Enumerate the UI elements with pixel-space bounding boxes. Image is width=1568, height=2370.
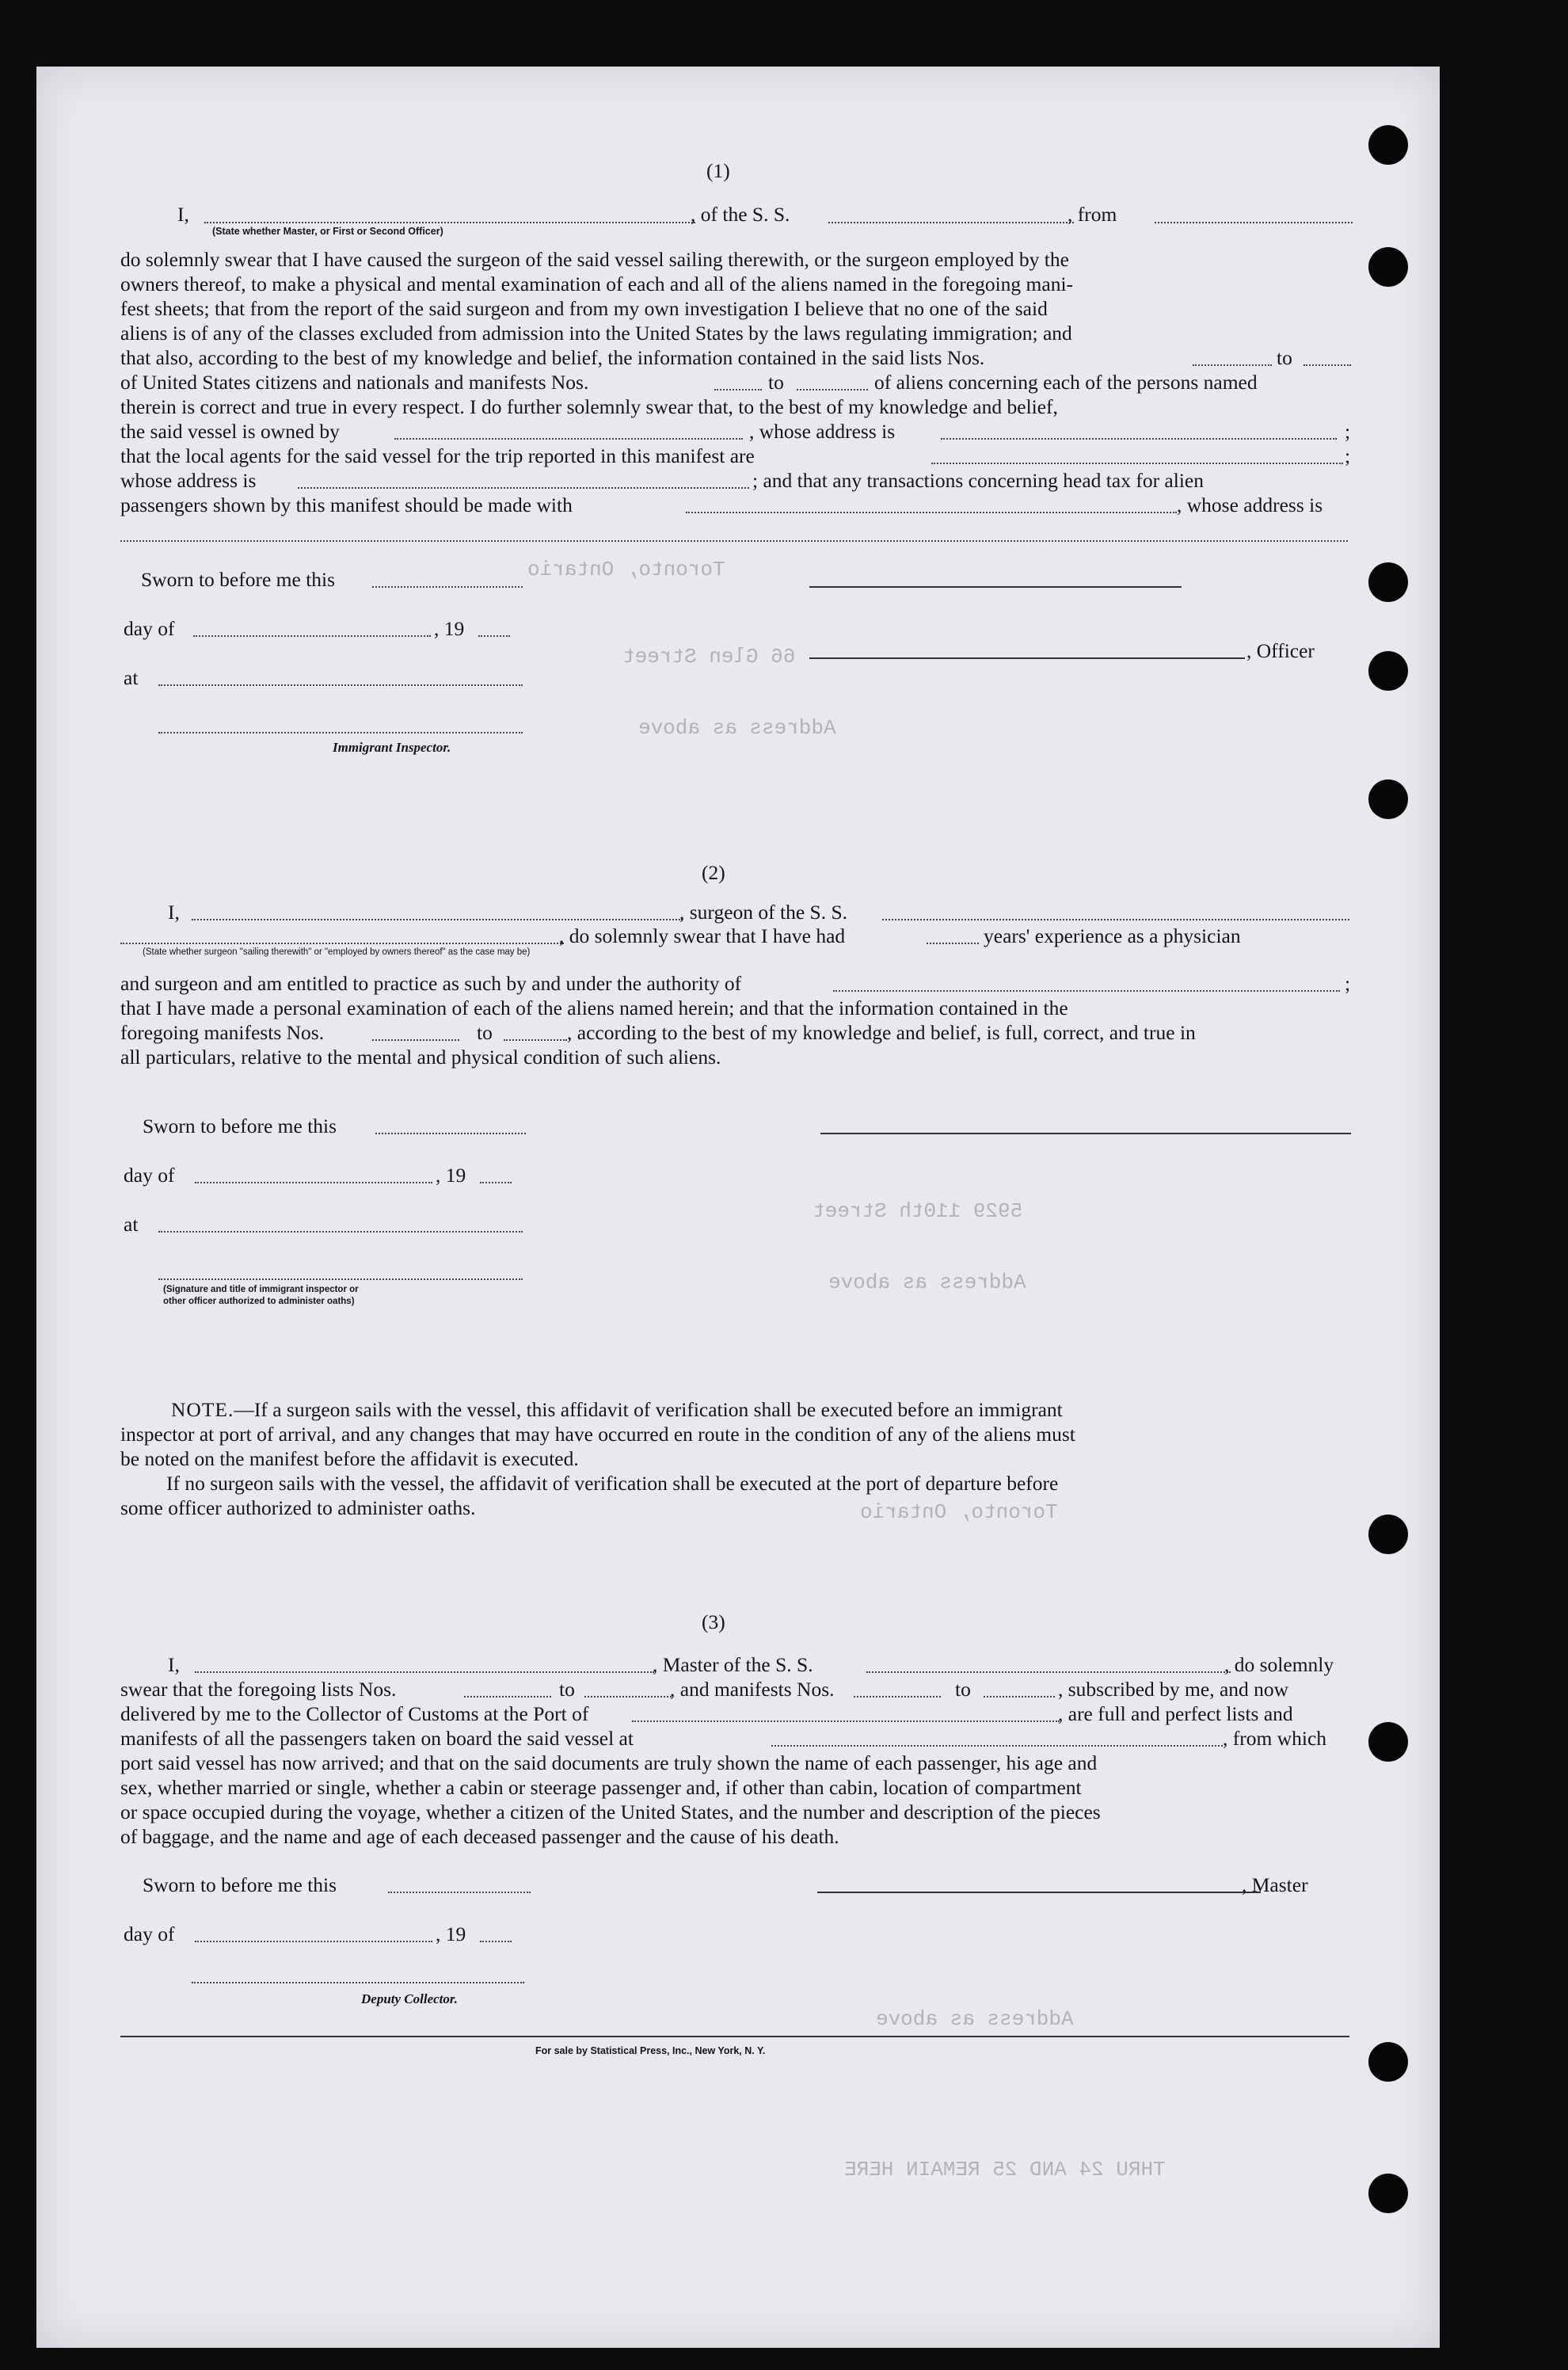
sworn-day-field-2[interactable]: [375, 1133, 526, 1134]
surgeon-vessel-field[interactable]: [882, 919, 1349, 920]
day-of-label: day of: [124, 1922, 175, 1945]
aliens-concerning-text: of aliens concerning each of the persons named: [874, 371, 1258, 394]
bleed-through-text: Address as above: [638, 716, 836, 740]
note-line: be noted on the manifest before the affidavit is executed.: [120, 1447, 579, 1470]
lists-to-field-3[interactable]: [584, 1696, 672, 1697]
section-3-line: , are full and perfect lists and: [1058, 1702, 1293, 1725]
at-label: at: [124, 666, 139, 689]
authority-field[interactable]: [833, 990, 1340, 992]
at-field-2[interactable]: [158, 1231, 523, 1233]
footer-divider: [120, 2036, 1349, 2037]
lists-to-field[interactable]: [1303, 364, 1351, 366]
punch-hole: [1368, 651, 1408, 691]
surgeon-signature-line[interactable]: [820, 1133, 1351, 1134]
section-1-paragraph-line: aliens is of any of the classes excluded from admission into the United States by the laws regulating immigration; and: [120, 322, 1072, 345]
section-2-line: , according to the best of my knowledge and belief, is full, correct, and true in: [567, 1021, 1196, 1044]
note-line: some officer authorized to administer oaths.: [120, 1496, 476, 1519]
section-1-paragraph-line: passengers shown by this manifest should be made with: [120, 493, 573, 516]
punch-hole: [1368, 1515, 1408, 1554]
manifests-to-field-3[interactable]: [984, 1696, 1055, 1697]
local-agents-field[interactable]: [931, 463, 1343, 464]
section-1-paragraph-line: do solemnly swear that I have caused the surgeon of the said vessel sailing therewith, or the surgeon employed by the: [120, 248, 1069, 271]
years-experience-field[interactable]: [927, 943, 979, 944]
master-of-label: , Master of the S. S.: [653, 1653, 813, 1676]
immigrant-inspector-label: Immigrant Inspector.: [333, 740, 451, 755]
from-label: , from: [1068, 203, 1117, 226]
sworn-day-field[interactable]: [372, 586, 523, 588]
surgeon-status-field[interactable]: [120, 943, 564, 944]
year-label: , 19: [436, 1922, 466, 1945]
manifests-from-field-2[interactable]: [372, 1039, 459, 1041]
section-3-number: (3): [702, 1610, 725, 1633]
year-field[interactable]: [478, 635, 510, 637]
at-label: at: [124, 1213, 139, 1236]
section-3-line: or space occupied during the voyage, whether a citizen of the United States, and the number and description of the pieces: [120, 1800, 1101, 1823]
manifests-from-field-3[interactable]: [854, 1696, 941, 1697]
sworn-day-field-3[interactable]: [388, 1892, 531, 1893]
head-tax-agent-field[interactable]: [686, 512, 1177, 513]
day-of-field-3[interactable]: [195, 1941, 432, 1942]
port-field[interactable]: [632, 1720, 1060, 1722]
day-of-label: day of: [124, 1164, 175, 1187]
section-3-line: sex, whether married or single, whether a cabin or steerage passenger and, if other than cabin, location of compartment: [120, 1776, 1082, 1799]
note-text: —If a surgeon sails with the vessel, this affidavit of verification shall be executed before an immigrant: [234, 1398, 1063, 1421]
section-3-line: of baggage, and the name and age of each deceased passenger and the cause of his death.: [120, 1825, 839, 1848]
boarding-port-field[interactable]: [771, 1745, 1223, 1747]
signature-title-note: other officer authorized to administer oaths): [163, 1297, 355, 1306]
to-label: to: [477, 1021, 493, 1044]
section-1-paragraph-line: that the local agents for the said vessel for the trip reported in this manifest are: [120, 444, 755, 467]
punch-hole: [1368, 779, 1408, 819]
officer-name-field[interactable]: [204, 222, 695, 223]
semicolon: ;: [1345, 972, 1351, 995]
ss-label: , of the S. S.: [691, 203, 790, 226]
section-1-paragraph-line: the said vessel is owned by: [120, 420, 340, 443]
to-label: to: [559, 1678, 575, 1701]
section-2-line: that I have made a personal examination of each of the aliens named herein; and that the information contained in the: [120, 996, 1068, 1019]
master-vessel-field[interactable]: [866, 1671, 1231, 1673]
bleed-through-text: 5929 110th Street: [813, 1199, 1023, 1223]
section-1-paragraph-line: fest sheets; that from the report of the said surgeon and from my own investigation I believe that no one of the said: [120, 297, 1048, 320]
note-line: If no surgeon sails with the vessel, the affidavit of verification shall be executed at the port of departure before: [166, 1472, 1059, 1495]
section-1-paragraph-line: whose address is: [120, 469, 257, 492]
note-line: [171, 1397, 1063, 1422]
day-of-field[interactable]: [193, 635, 431, 637]
inspector-signature-field-2[interactable]: [158, 1278, 523, 1280]
collector-signature-field[interactable]: [192, 1982, 524, 1983]
section-3-line: delivered by me to the Collector of Customs at the Port of: [120, 1702, 589, 1725]
manifest-affidavit-page: [36, 67, 1440, 2348]
head-tax-text: ; and that any transactions concerning head tax for alien: [752, 469, 1204, 492]
section-3-line: , subscribed by me, and now: [1058, 1678, 1289, 1701]
section-3-i: I,: [168, 1653, 180, 1676]
semicolon: ;: [1345, 420, 1351, 443]
punch-hole: [1368, 2174, 1408, 2213]
officer-signature-line[interactable]: [809, 657, 1245, 659]
officer-label: , Officer: [1246, 639, 1315, 662]
punch-hole: [1368, 2042, 1408, 2082]
lists-from-field-3[interactable]: [464, 1696, 551, 1697]
section-3-line: swear that the foregoing lists Nos.: [120, 1678, 397, 1701]
bleed-through-text: Toronto, Ontario: [527, 558, 725, 581]
section-1-paragraph-line: of United States citizens and nationals and manifests Nos.: [120, 371, 589, 394]
whose-address-label: , whose address is: [749, 420, 896, 443]
at-field[interactable]: [158, 684, 523, 686]
section-2-line: all particulars, relative to the mental and physical condition of such aliens.: [120, 1046, 721, 1069]
surgeon-of-label: , surgeon of the S. S.: [679, 901, 848, 924]
officer-rank-note: (State whether Master, or First or Second Officer): [212, 226, 443, 237]
to-label: to: [1277, 346, 1292, 369]
semicolon: ;: [1345, 444, 1351, 467]
printer-credit: For sale by Statistical Press, Inc., New York, N. Y.: [535, 2045, 766, 2056]
bleed-through-text: Toronto, Ontario: [860, 1500, 1058, 1524]
section-2-line: foregoing manifests Nos.: [120, 1021, 325, 1044]
deputy-collector-label: Deputy Collector.: [361, 1991, 458, 2006]
bleed-through-text: Address as above: [876, 2007, 1074, 2031]
master-name-field[interactable]: [195, 1671, 654, 1673]
punch-hole: [1368, 125, 1408, 165]
signature-title-note: (Signature and title of immigrant inspector or: [163, 1285, 359, 1294]
years-experience-text: years' experience as a physician: [984, 924, 1241, 947]
to-label: to: [955, 1678, 971, 1701]
agents-address-field[interactable]: [298, 487, 749, 489]
sworn-label: Sworn to before me this: [143, 1873, 337, 1896]
master-signature-line[interactable]: [817, 1892, 1261, 1893]
section-1-paragraph-line: therein is correct and true in every respect. I do further solemnly swear that, to the best of my knowledge and belief,: [120, 395, 1058, 418]
inspector-signature-field[interactable]: [158, 732, 523, 733]
section-3-line: manifests of all the passengers taken on board the said vessel at: [120, 1727, 634, 1750]
year-field-3[interactable]: [480, 1941, 512, 1942]
sworn-label: Sworn to before me this: [143, 1115, 337, 1137]
year-label: , 19: [436, 1164, 466, 1187]
bleed-through-text: Address as above: [828, 1271, 1026, 1294]
sworn-label: Sworn to before me this: [141, 568, 336, 591]
do-swear-text: , do solemnly swear that I have had: [559, 924, 846, 947]
do-solemnly-label: , do solemnly: [1224, 1653, 1334, 1676]
vessel-name-field[interactable]: [828, 222, 1074, 223]
signature-line[interactable]: [809, 586, 1182, 588]
year-field-2[interactable]: [480, 1182, 512, 1183]
section-2-line: and surgeon and am entitled to practice as such by and under the authority of: [120, 972, 742, 995]
surgeon-status-note: (State whether surgeon "sailing therewith" or "employed by owners thereof" as the case may be): [143, 947, 531, 957]
section-1-i: I,: [177, 203, 189, 226]
section-3-line: , and manifests Nos.: [670, 1678, 835, 1701]
lists-from-field[interactable]: [1193, 364, 1272, 366]
section-2-i: I,: [168, 901, 180, 924]
year-label: , 19: [434, 617, 465, 640]
punch-hole: [1368, 1722, 1408, 1762]
bleed-through-text: THRU 24 AND 25 REMAIN HERE: [844, 2158, 1166, 2181]
section-2-number: (2): [702, 861, 725, 884]
head-tax-address-field[interactable]: [120, 540, 1348, 542]
owner-address-field[interactable]: [941, 438, 1337, 440]
surgeon-name-field[interactable]: [192, 919, 683, 920]
to-label: to: [768, 371, 784, 394]
section-3-line: , from which: [1223, 1727, 1327, 1750]
note-line: inspector at port of arrival, and any changes that may have occurred en route in the condition of any of the aliens must: [120, 1423, 1075, 1446]
master-label: , Master: [1242, 1873, 1308, 1896]
punch-hole: [1368, 562, 1408, 602]
section-1-paragraph-line: that also, according to the best of my knowledge and belief, the information contained in the said lists Nos.: [120, 346, 985, 369]
bleed-through-text: 66 Glen Street: [622, 645, 796, 669]
punch-hole: [1368, 247, 1408, 287]
day-of-label: day of: [124, 617, 175, 640]
day-of-field-2[interactable]: [195, 1182, 432, 1183]
note-label: NOTE.: [171, 1398, 234, 1421]
whose-address-end-label: , whose address is: [1177, 493, 1323, 516]
section-1-paragraph-line: owners thereof, to make a physical and mental examination of each and all of the aliens named in the foregoing mani-: [120, 272, 1074, 295]
manifests-to-field-2[interactable]: [504, 1039, 567, 1041]
from-port-field[interactable]: [1155, 222, 1353, 223]
section-1-number: (1): [706, 159, 730, 182]
manifests-to-field[interactable]: [797, 389, 868, 391]
manifests-from-field[interactable]: [714, 389, 762, 391]
section-3-line: port said vessel has now arrived; and that on the said documents are truly shown the name of each passenger, his age and: [120, 1751, 1098, 1774]
vessel-owner-field[interactable]: [394, 438, 743, 440]
